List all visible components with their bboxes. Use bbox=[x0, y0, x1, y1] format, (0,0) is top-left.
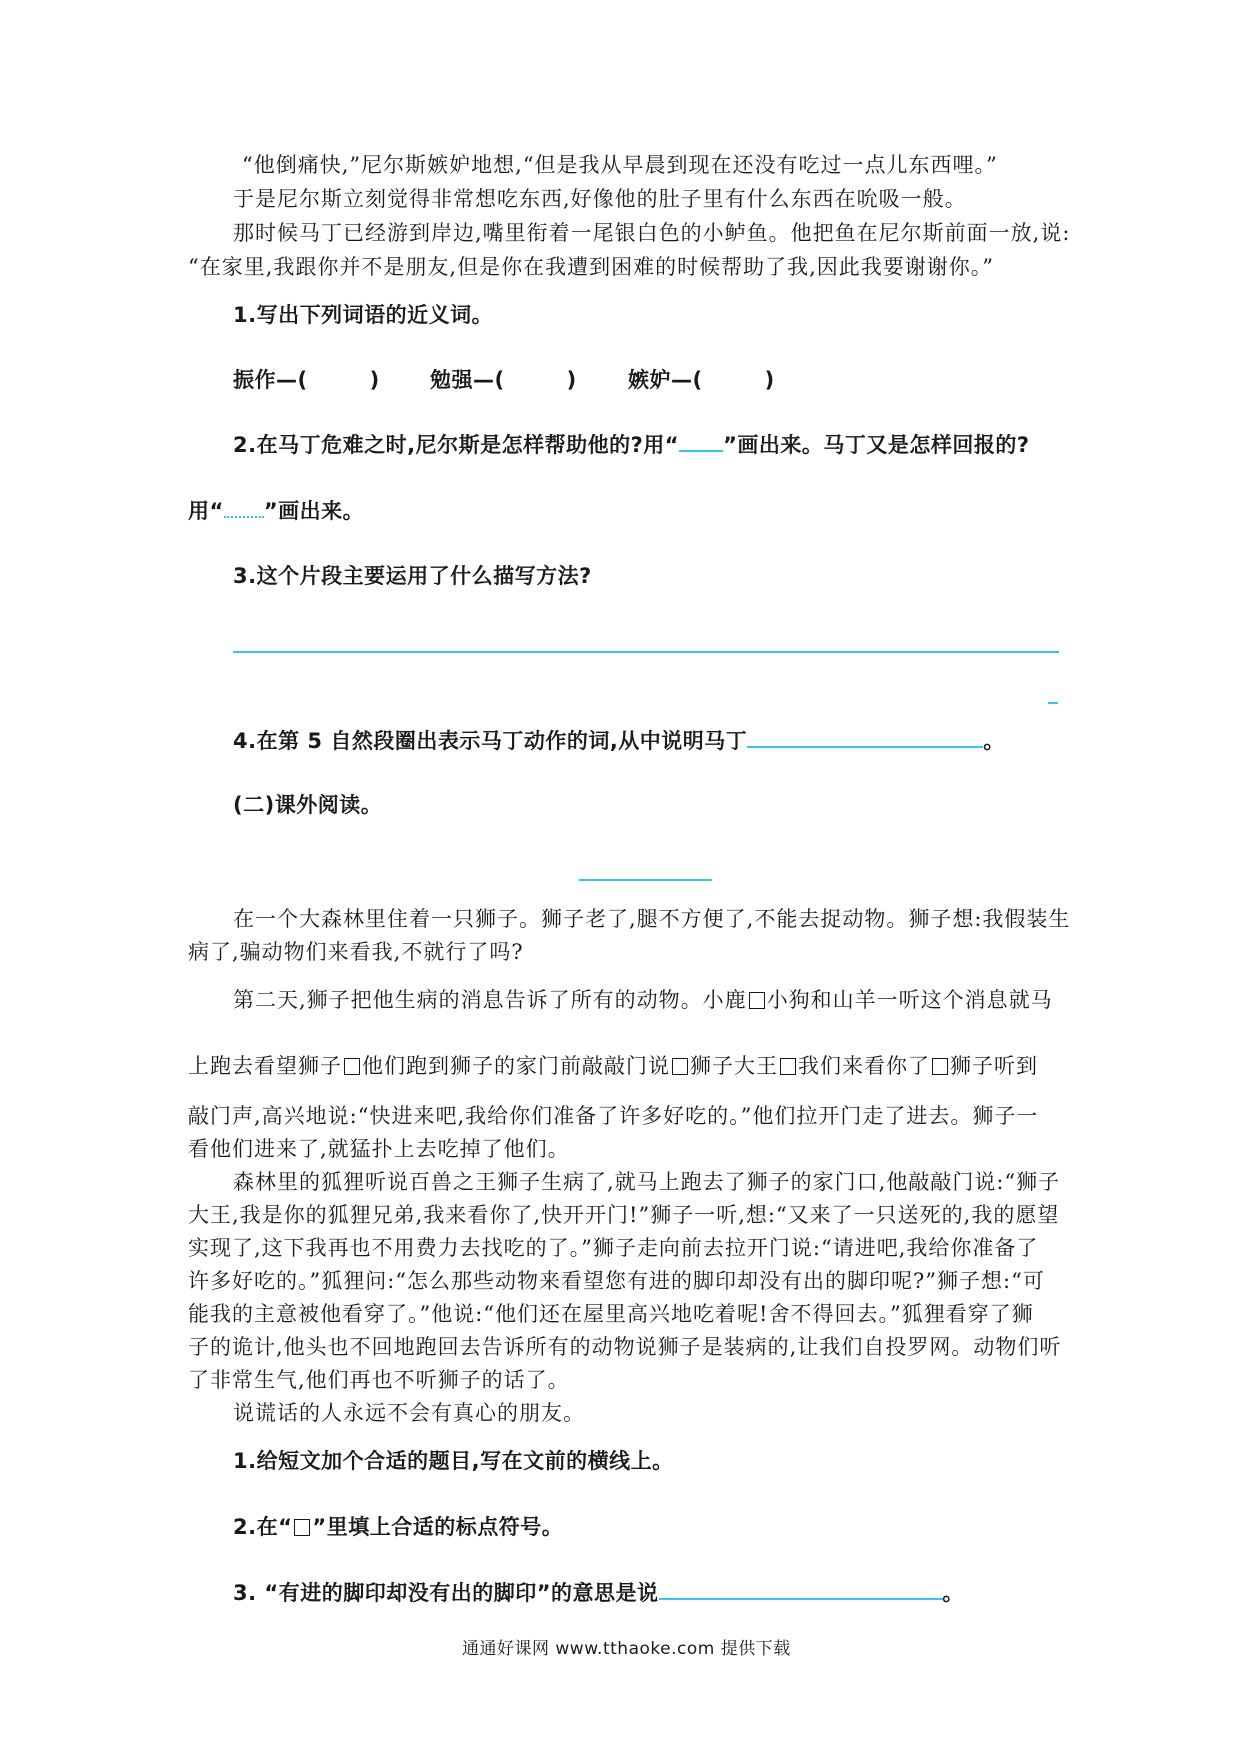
para-2-text-d: 他们跑到狮子的家门前敲敲门说 bbox=[362, 1054, 670, 1078]
word-2-label: 勉强—( bbox=[430, 368, 505, 392]
passage2-para-3-line-4: 许多好吃的。”狐狸问:“怎么那些动物来看望您有进的脚印却没有出的脚印呢?”狮子想:“可 bbox=[188, 1269, 1045, 1293]
passage2-para-3-line-3: 实现了,这下我再也不用费力去找吃的了。”狮子走向前去拉开门说:“请进吧,我给你准备了 bbox=[188, 1236, 1039, 1260]
passage2-para-2-line-2 bbox=[188, 1051, 1038, 1081]
section-2-title: (二)课外阅读。 bbox=[233, 793, 383, 817]
para-2-text-g: 狮子听到 bbox=[950, 1054, 1038, 1078]
question-1-word-2 bbox=[430, 365, 577, 395]
question-2-text-a: 2.在马丁危难之时,尼尔斯是怎样帮助他的?用“ bbox=[233, 433, 680, 457]
question-2-text-b: ”画出来。马丁又是怎样回报的? bbox=[723, 433, 1030, 457]
passage2-para-2-line-4: 看他们进来了,就猛扑上去吃掉了他们。 bbox=[188, 1137, 570, 1161]
passage2-para-3-line-6: 子的诡计,他头也不回地跑回去告诉所有的动物说狮子是装病的,让我们自投罗网。动物们听 bbox=[188, 1335, 1062, 1359]
question-1-word-1 bbox=[233, 365, 380, 395]
passage2-para-3-line-1: 森林里的狐狸听说百兽之王狮子生病了,就马上跑去了狮子的家门口,他敲敲门说:“狮子 bbox=[233, 1170, 1061, 1194]
passage2-para-3-line-2: 大王,我是你的狐狸兄弟,我来看你了,快开开门!”狮子一听,想:“又来了一只送死的,我的愿望 bbox=[188, 1203, 1060, 1227]
question-b2-text-b: ”里填上合适的标点符号。 bbox=[312, 1515, 564, 1539]
question-3-title: 3.这个片段主要运用了什么描写方法? bbox=[233, 564, 592, 588]
question-b3-answer-blank[interactable] bbox=[659, 1598, 943, 1600]
para-2-text-a: 第二天,狮子把他生病的消息告诉了所有的动物。小鹿 bbox=[233, 988, 747, 1012]
punctuation-box-sample bbox=[294, 1519, 310, 1536]
question-4 bbox=[233, 726, 1005, 756]
passage1-para-3-line-1: 那时候马丁已经游到岸边,嘴里衔着一尾银白色的小鲈鱼。他把鱼在尼尔斯前面一放,说: bbox=[233, 221, 1071, 245]
passage2-para-2-line-1 bbox=[233, 985, 1053, 1015]
passage2-para-1-line-2: 病了,骗动物们来看我,不就行了吗? bbox=[188, 940, 524, 964]
passage1-para-3-line-2: “在家里,我跟你并不是朋友,但是你在我遭到困难的时候帮助了我,因此我要谢谢你。” bbox=[188, 255, 994, 279]
question-b2 bbox=[233, 1512, 563, 1542]
passage1-para-2: 于是尼尔斯立刻觉得非常想吃东西,好像他的肚子里有什么东西在吮吸一般。 bbox=[233, 187, 967, 211]
question-4-text: 4.在第 5 自然段圈出表示马丁动作的词,从中说明马丁 bbox=[233, 729, 748, 753]
footer-credit: 通通好课网 www.tthaoke.com 提供下载 bbox=[462, 1639, 791, 1659]
para-2-text-c: 上跑去看望狮子 bbox=[188, 1054, 342, 1078]
question-b3 bbox=[233, 1578, 964, 1608]
question-4-answer-blank[interactable] bbox=[747, 746, 983, 748]
question-1-title: 1.写出下列词语的近义词。 bbox=[233, 303, 494, 327]
passage2-para-1-line-1: 在一个大森林里住着一只狮子。狮子老了,腿不方便了,不能去捉动物。狮子想:我假装生 bbox=[233, 907, 1071, 931]
question-3-answer-line[interactable] bbox=[233, 651, 1059, 653]
question-2-line-2 bbox=[188, 496, 364, 526]
passage2-para-3-line-5: 能我的主意被他看穿了。”他说:“他们还在屋里高兴地吃着呢!舍不得回去。”狐狸看穿了狮 bbox=[188, 1302, 1034, 1326]
punctuation-box[interactable] bbox=[672, 1058, 688, 1075]
para-2-text-e: 狮子大王 bbox=[690, 1054, 778, 1078]
question-4-end: 。 bbox=[983, 729, 1005, 753]
question-b1-title: 1.给短文加个合适的题目,写在文前的横线上。 bbox=[233, 1449, 674, 1473]
question-2-text-d: ”画出来。 bbox=[263, 499, 365, 523]
straight-underline-sample bbox=[679, 450, 723, 452]
question-1-word-3 bbox=[628, 365, 775, 395]
question-b3-end: 。 bbox=[942, 1581, 965, 1605]
punctuation-box[interactable] bbox=[780, 1058, 796, 1075]
punctuation-box[interactable] bbox=[749, 992, 765, 1009]
para-2-text-b: 小狗和山羊一听这个消息就马 bbox=[766, 988, 1053, 1012]
question-b3-text: 3. “有进的脚印却没有出的脚印”的意思是说 bbox=[233, 1581, 659, 1605]
word-3-close: ) bbox=[764, 368, 775, 392]
wavy-underline-sample bbox=[224, 516, 264, 518]
word-2-close: ) bbox=[566, 368, 577, 392]
passage2-para-3-line-7: 了非常生气,他们再也不听狮子的话了。 bbox=[188, 1368, 570, 1392]
answer-line-end-mark bbox=[1048, 702, 1058, 704]
passage1-para-1: “他倒痛快,”尼尔斯嫉妒地想,“但是我从早晨到现在还没有吃过一点儿东西哩。” bbox=[242, 153, 998, 177]
question-b2-text-a: 2.在“ bbox=[233, 1515, 293, 1539]
passage2-para-2-line-3: 敲门声,高兴地说:“快进来吧,我给你们准备了许多好吃的。”他们拉开门走了进去。狮子一 bbox=[188, 1104, 1039, 1128]
passage-title-blank[interactable] bbox=[579, 879, 712, 881]
passage2-para-4: 说谎话的人永远不会有真心的朋友。 bbox=[233, 1401, 585, 1425]
punctuation-box[interactable] bbox=[344, 1058, 360, 1075]
word-3-label: 嫉妒—( bbox=[628, 368, 703, 392]
word-1-close: ) bbox=[369, 368, 380, 392]
word-1-label: 振作—( bbox=[233, 368, 308, 392]
para-2-text-f: 我们来看你了 bbox=[798, 1054, 930, 1078]
question-2-text-c: 用“ bbox=[188, 499, 224, 523]
punctuation-box[interactable] bbox=[932, 1058, 948, 1075]
question-2-line-1 bbox=[233, 430, 1030, 460]
